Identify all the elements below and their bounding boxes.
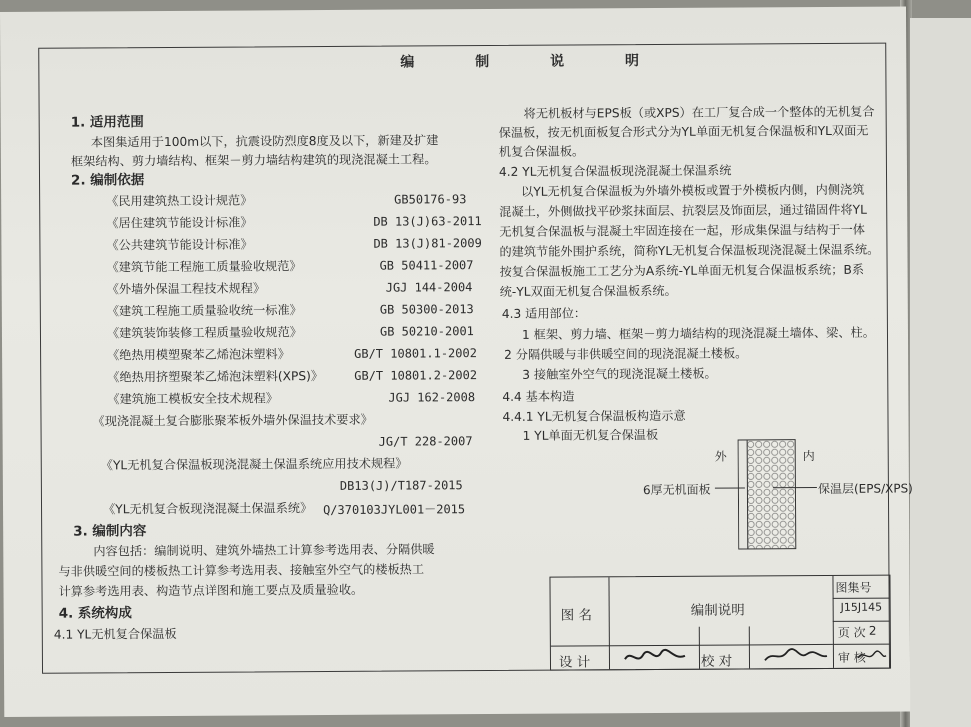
section-4-3: 4.3 适用部位：: [501, 306, 587, 321]
atlas-number-label: 图集号: [835, 580, 872, 595]
inorganic-panel-layer: [739, 440, 749, 548]
ref-name: 《绝热用模塑聚苯乙烯泡沫塑料》: [107, 347, 290, 363]
usage-item: 1 框架、剪力墙、框架－剪力墙结构的现浇混凝土墙体、梁、柱。: [521, 325, 875, 342]
tb-divider: [833, 621, 890, 622]
para-line: 保温板，按无机面板复合形式分为YL单面无机复合保温板和YL双面无: [498, 123, 869, 140]
tb-divider: [833, 598, 890, 599]
tb-divider: [749, 626, 750, 668]
ref-code: GB 50411-2007: [379, 258, 474, 273]
designer-signature: [621, 647, 691, 667]
review-label: 审 核: [837, 650, 866, 665]
usage-item: 2 分隔供暖与非供暖空间的现浇混凝土楼板。: [504, 346, 748, 362]
ref-name: 《建筑装饰装修工程质量验收规范》: [106, 325, 303, 341]
atlas-number: J15J145: [840, 600, 883, 614]
section-1-title: 1. 适用范围: [70, 114, 144, 131]
section-1-line-1: 本图集适用于100m以下，抗震设防烈度8度及以下，新建及扩建: [90, 133, 439, 150]
para-line: 将无机板材与EPS板（或XPS）在工厂复合成一个整体的无机复合: [523, 104, 875, 121]
ref-name: 《外墙外保温工程技术规程》: [106, 281, 266, 297]
para-line: 的建筑节能外围护系统，简称YL无机复合保温板现浇混凝土保温系统。: [499, 242, 880, 259]
ref-code: GB 50210-2001: [379, 324, 474, 339]
ref-name: 《建筑工程施工质量验收统一标准》: [106, 303, 302, 319]
insulation-label: 保温层(EPS/XPS): [817, 481, 913, 497]
document-page: [0, 6, 913, 717]
ref-code: Q/370103JYL001－2015: [323, 502, 466, 518]
drawing-name-label: 图 名: [560, 607, 593, 624]
section-3-line-2: 与非供暖空间的楼板热工计算参考选用表、接触室外空气的楼板热工: [58, 562, 425, 579]
section-3-title: 3. 编制内容: [73, 523, 147, 540]
proofreader-signature: [761, 646, 831, 666]
section-4-1: 4.1 YL无机复合保温板: [53, 626, 177, 642]
ref-code: GB/T 10801.2-2002: [354, 368, 478, 383]
ref-code: GB 50300-2013: [379, 302, 474, 317]
insulation-board-section: [738, 439, 797, 549]
ref-code: JGJ 144-2004: [385, 280, 473, 295]
usage-item: 3 接触室外空气的现浇混凝土楼板。: [522, 366, 717, 382]
proofread-label: 校 对: [700, 653, 733, 670]
section-4-4: 4.4 基本构造: [502, 389, 575, 404]
ref-name: 《现浇混凝土复合膨胀聚苯板外墙外保温技术要求》: [92, 412, 373, 429]
ref-code: DB 13(J)81-2009: [373, 236, 482, 251]
page-heading: 编 制 说 明: [400, 52, 667, 71]
ref-code: GB50176-93: [394, 192, 467, 207]
inside-label: 内: [802, 449, 815, 464]
section-4-title: 4. 系统构成: [58, 605, 132, 622]
ref-name: 《公共建筑节能设计标准》: [106, 237, 253, 253]
ref-name: 《YL无机复合保温板现浇混凝土保温系统应用技术规程》: [100, 456, 408, 473]
ref-code: DB 13(J)63-2011: [373, 214, 482, 229]
ref-code: JG/T 228-2007: [378, 434, 473, 449]
para-line: 按复合保温板施工工艺分为A系统-YL单面无机复合保温板系统；B系: [499, 262, 865, 279]
drawing-title: 编制说明: [690, 602, 745, 619]
section-3-line-3: 计算参考选用表、构造节点详图和施工要点及质量验收。: [58, 582, 364, 599]
panel-label: 6厚无机面板: [642, 482, 711, 498]
outside-label: 外: [714, 449, 727, 464]
panel-leader-line: [715, 487, 745, 488]
tb-divider: [608, 577, 610, 669]
para-line: 统-YL双面无机复合保温板系统。: [499, 283, 677, 299]
section-3-line-1: 内容包括：编制说明、建筑外墙热工计算参考选用表、分隔供暖: [93, 542, 435, 559]
ref-name: 《民用建筑热工设计规范》: [106, 193, 253, 209]
ref-code: DB13(J)/T187-2015: [339, 478, 463, 493]
para-line: 无机复合保温板与混凝土牢固连接在一起，形成集保温与结构于一体: [499, 222, 866, 239]
section-2-title: 2. 编制依据: [70, 172, 145, 189]
section-4-4-1: 4.4.1 YL无机复合保温板构造示意: [502, 408, 686, 424]
ref-code: JGJ 162-2008: [388, 390, 476, 405]
next-page-edge: [910, 18, 971, 727]
tb-divider: [699, 627, 700, 669]
ref-name: 《YL无机复合板现浇混凝土保温系统》: [102, 501, 313, 517]
para-line: 以YL无机复合保温板为外墙外模板或置于外模板内侧，内侧浇筑: [521, 182, 865, 199]
page-label: 页 次: [837, 625, 866, 640]
para-line: 混凝土，外侧做找平砂浆抹面层、抗裂层及饰面层，通过锚固件将YL: [499, 202, 867, 219]
tb-divider: [833, 644, 890, 645]
title-block: [549, 575, 891, 671]
section-4-2: 4.2 YL无机复合保温板现浇混凝土保温系统: [498, 163, 732, 179]
ref-name: 《建筑节能工程施工质量验收规范》: [106, 259, 302, 275]
ref-code: GB/T 10801.1-2002: [354, 346, 477, 361]
ref-name: 《居住建筑节能设计标准》: [106, 215, 253, 231]
page-number: 2: [868, 623, 877, 638]
figure-title: 1 YL单面无机复合保温板: [522, 427, 659, 443]
design-label: 设 计: [558, 654, 591, 671]
para-line: 机复合保温板。: [498, 144, 585, 159]
reviewer-signature: [856, 648, 888, 666]
ref-name: 《建筑施工模板安全技术规程》: [107, 391, 279, 407]
ref-name: 《绝热用挤塑聚苯乙烯泡沫塑料(XPS)》: [107, 369, 324, 385]
section-1-line-2: 框架结构、剪力墙结构、框架－剪力墙结构建筑的现浇混凝土工程。: [70, 152, 437, 169]
